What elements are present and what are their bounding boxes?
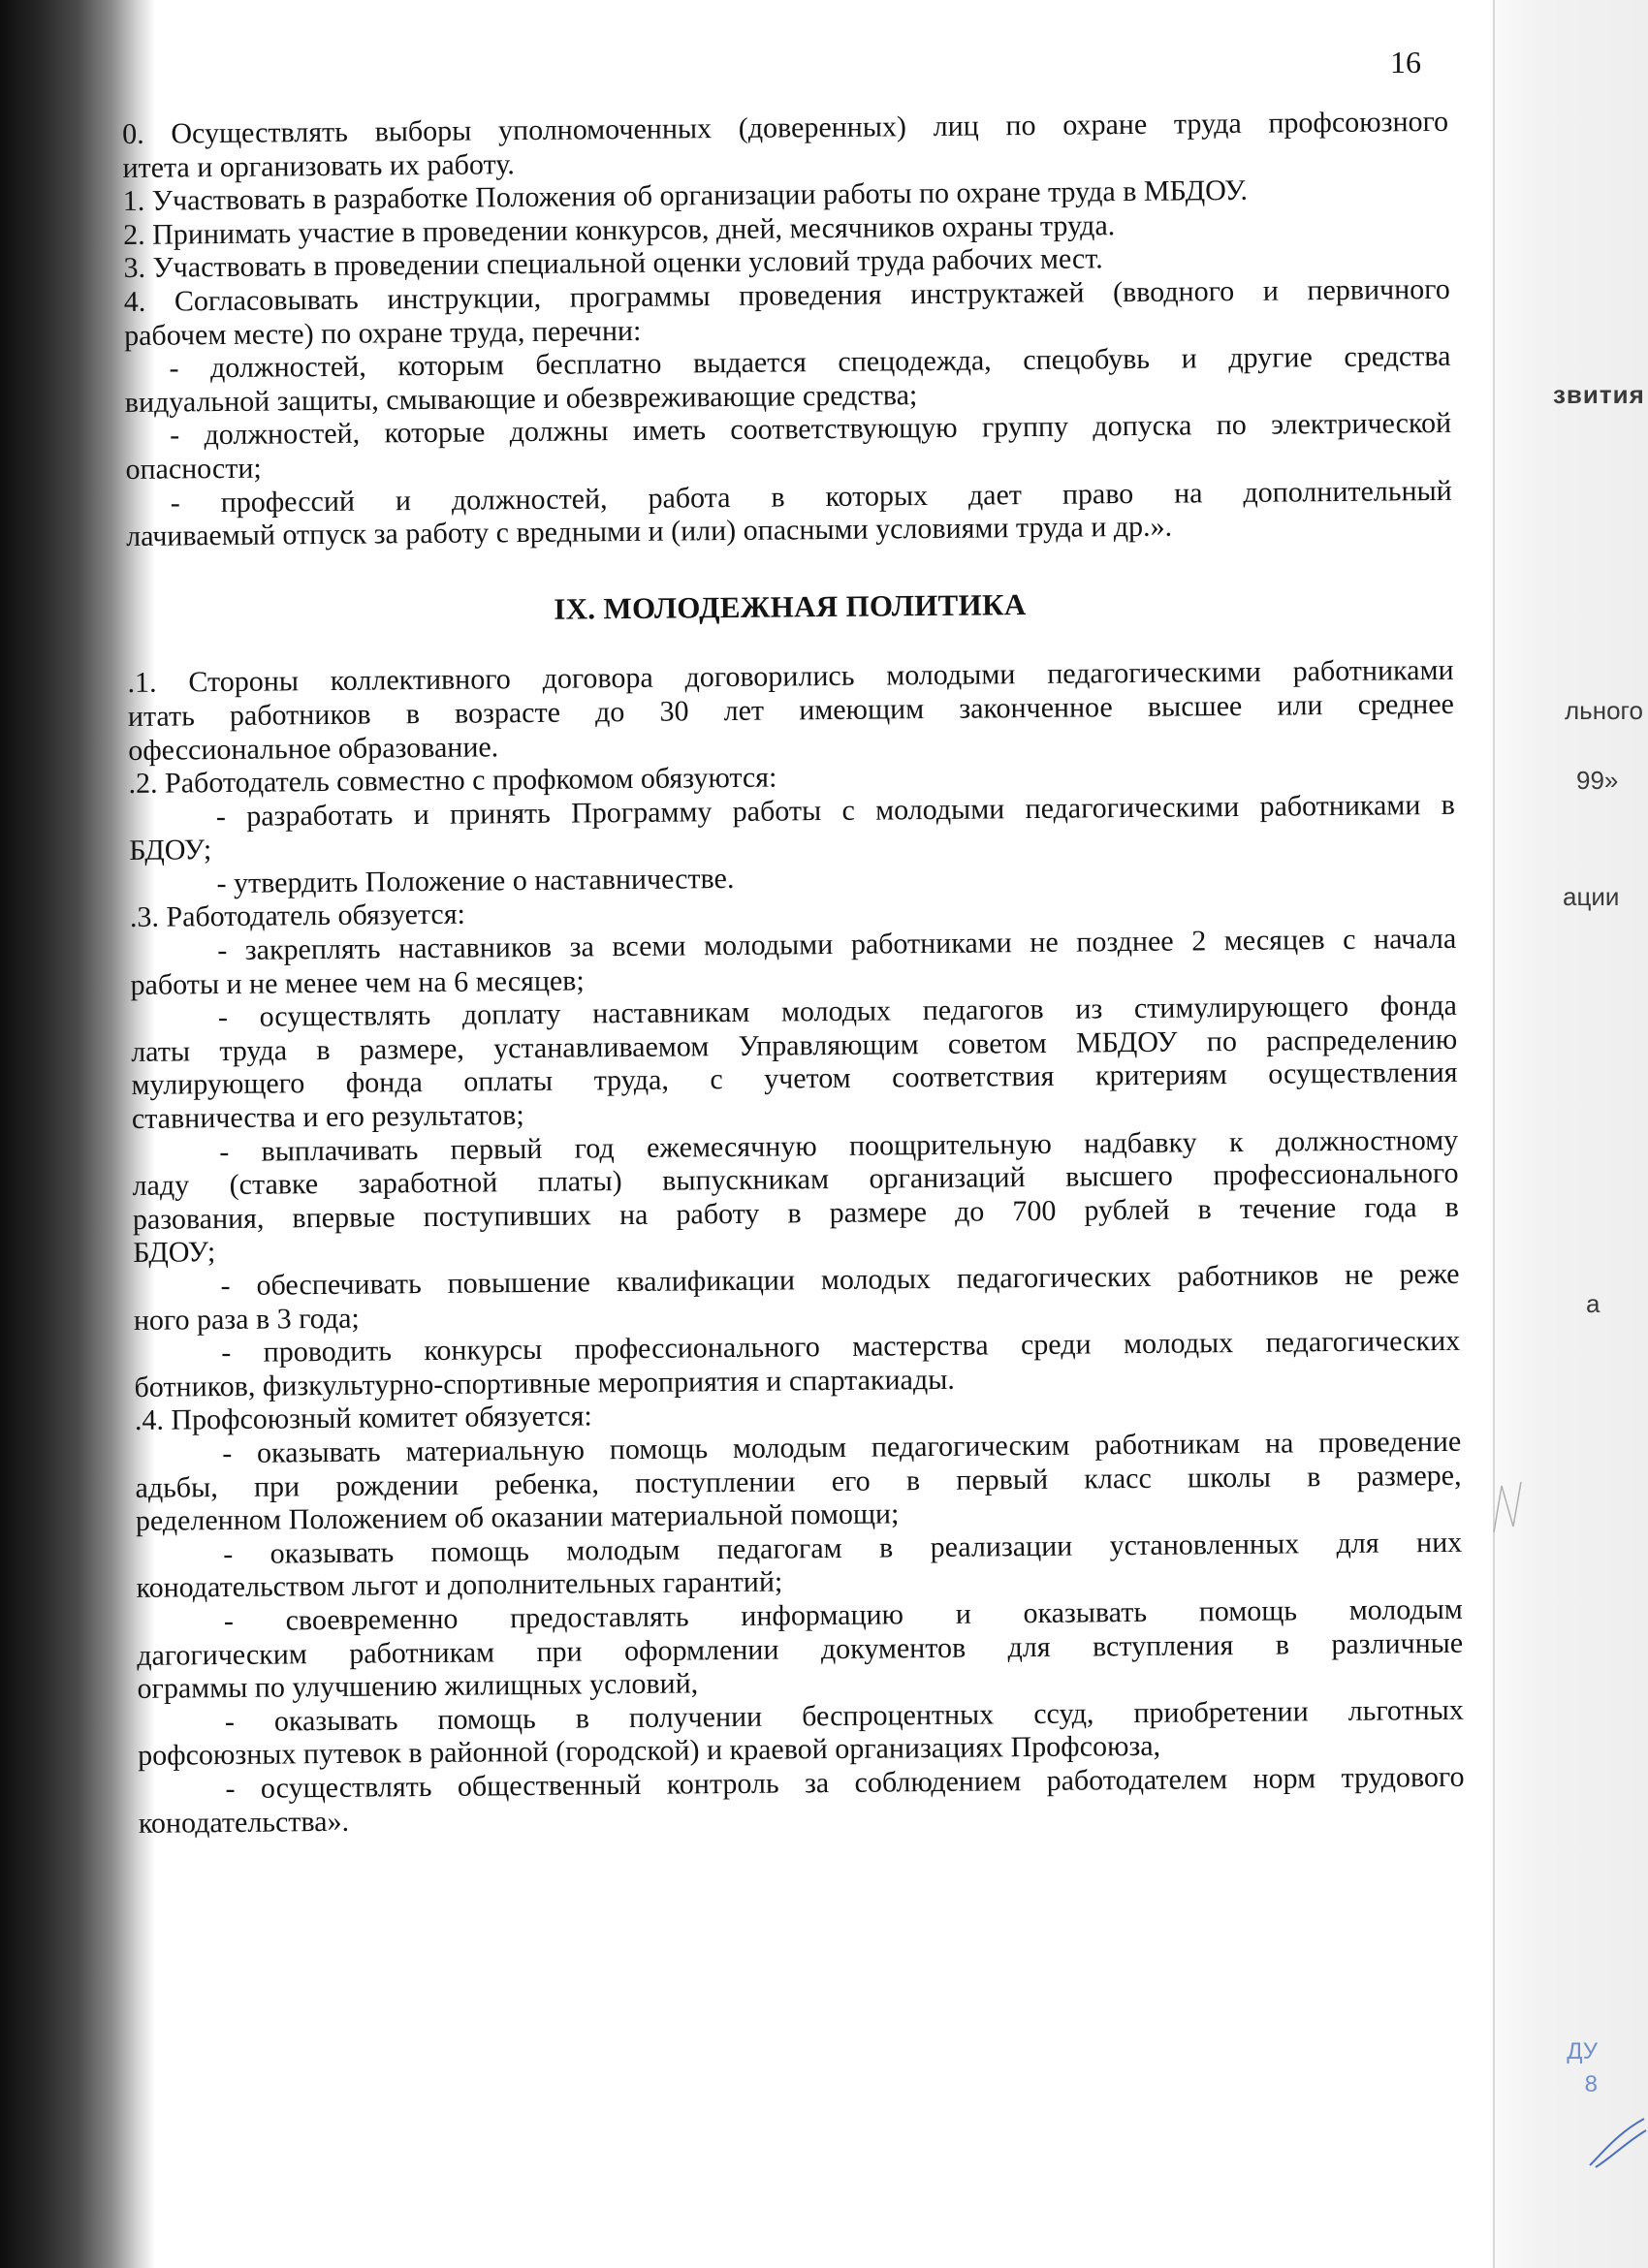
text-line: - обеспечивать повышение квалификации молодых педагогических работников не реже [220,1257,1460,1303]
text-line: работы и не менее чем на 6 месяцев; [130,964,585,1001]
text-line: - своевременно предоставлять информацию и оказывать помощь молодым [223,1592,1463,1638]
pencil-mark-icon [1488,1478,1527,1536]
text-line: БДОУ; [129,834,212,867]
text-line: - оказывать помощь молодым педагогам в реализации установленных для них [223,1526,1463,1570]
text-line: - проводить конкурсы профессионального мастерства среди молодых педагогических [221,1324,1461,1370]
text-line: видуальной защиты, смывающие и обезвреживающие средства; [124,378,918,419]
underlying-text-fragment: 99» [1576,766,1619,795]
text-line: итета и организовать их работу. [122,147,515,184]
text-line: ределенном Положением об оказании материальной помощи; [135,1497,900,1538]
document-body [122,106,1465,1841]
text-line: ладу (ставке заработной платы) выпускникам организаций высшего профессионального [132,1157,1459,1203]
underlying-text-fragment: а [1586,1289,1600,1318]
stamp-text: 8 [1584,2071,1598,2097]
text-line: лачиваемый отпуск за работу с вредными и (или) опасными условиями труда и др.». [125,510,1173,553]
stamp-text: ДУ [1567,2038,1598,2064]
text-line: конодательства». [138,1805,350,1840]
text-line: .1. Стороны коллективного договора договорились молодыми педагогическими работниками [127,654,1454,700]
text-line: 4. Согласовывать инструкции, программы проведения инструктажей (вводного и первичного [123,272,1450,318]
text-line: 0. Осуществлять выборы уполномоченных (доверенных) лиц по охране труда профсоюзного [122,105,1449,150]
text-line: опасности; [125,452,262,486]
text-line: - осуществлять доплату наставникам молодых педагогов из стимулирующего фонда [217,990,1458,1034]
text-line: - оказывать помощь в получении беспроцентных ссуд, приобретении льготных [224,1693,1464,1738]
text-line: 3. Участвовать в проведении специальной оценки условий труда рабочих мест. [123,242,1103,285]
text-line: - должностей, которым бесплатно выдается спецодежда, спецобувь и другие средства [169,340,1451,385]
text-line: ботников, физкультурно-спортивные мероприятия и спартакиады. [134,1363,955,1403]
text-line: офессиональное образование. [128,730,499,767]
text-line: рабочем месте) по охране труда, перечни: [123,314,642,352]
signature-stroke-icon [1586,2113,1648,2171]
section-heading: IX. МОЛОДЕЖНАЯ ПОЛИТИКА [554,586,1027,626]
text-line: 2. Принимать участие в проведении конкурсов, дней, месячников охраны труда. [122,208,1116,251]
text-line: - разработать и принять Программу работы с молодыми педагогическими работниками в [215,788,1456,833]
text-line: - осуществлять общественный контроль за соблюдением работодателем норм трудового [225,1760,1465,1805]
text-line: - утвердить Положение о наставничестве. [216,862,735,899]
text-line: - выплачивать первый год ежемесячную поощрительную надбавку к должностному [219,1123,1459,1168]
text-line: ного раза в 3 года; [133,1302,360,1337]
text-line: адьбы, при рождении ребенка, поступлении его в первый класс школы в размере, [135,1459,1462,1504]
text-line: ставничества и его результатов; [131,1099,524,1135]
text-line: - профессий и должностей, работа в которых дает право на дополнительный [170,474,1452,520]
text-line: дагогическим работникам при оформлении документов для вступления в различные [137,1626,1464,1672]
page-number: 16 [1390,45,1421,79]
page-edge-line [1493,0,1495,2268]
text-line: - закреплять наставников за всеми молодыми работниками не позднее 2 месяцев с начала [217,922,1457,967]
text-line: БДОУ; [133,1236,216,1270]
text-line: мулирующего фонда оплаты труда, с учетом соответствия критериям осуществления [131,1056,1458,1102]
underlying-text-fragment: звития [1553,380,1645,409]
text-line: итать работников в возрасте до 30 лет имеющим законченное высшее или среднее [127,687,1455,733]
text-line: рофсоюзных путевок в районной (городской) и краевой организациях Профсоюза, [138,1730,1161,1773]
text-line: разования, впервые поступивших на работу в размере до 700 рублей в течение года в [132,1190,1460,1236]
text-line: конодательством льгот и дополнительных гарантий; [136,1565,783,1605]
text-line: .3. Работодатель обязуется: [129,898,466,934]
underlying-text-fragment: ации [1563,882,1620,911]
text-line: .2. Работодатель совместно с профкомом обязуются: [128,761,777,801]
underlying-text-fragment: льного [1565,696,1643,725]
text-line: латы труда в размере, устанавливаемом Управляющим советом МБДОУ по распределению [131,1023,1458,1068]
text-line: 1. Участвовать в разработке Положения об организации работы по охране труда в МБДОУ. [122,174,1249,218]
text-line: ограммы по улучшению жилищных условий, [137,1667,699,1706]
underlying-page-edge [1493,0,1648,2268]
text-line: - оказывать материальную помощь молодым педагогическим работникам на проведение [222,1425,1462,1470]
stamp-fragment [1547,2035,1598,2101]
text-line: .4. Профсоюзный комитет обязуется: [134,1400,592,1437]
text-line: - должностей, которые должны иметь соответствующую группу допуска по электрической [169,407,1452,452]
